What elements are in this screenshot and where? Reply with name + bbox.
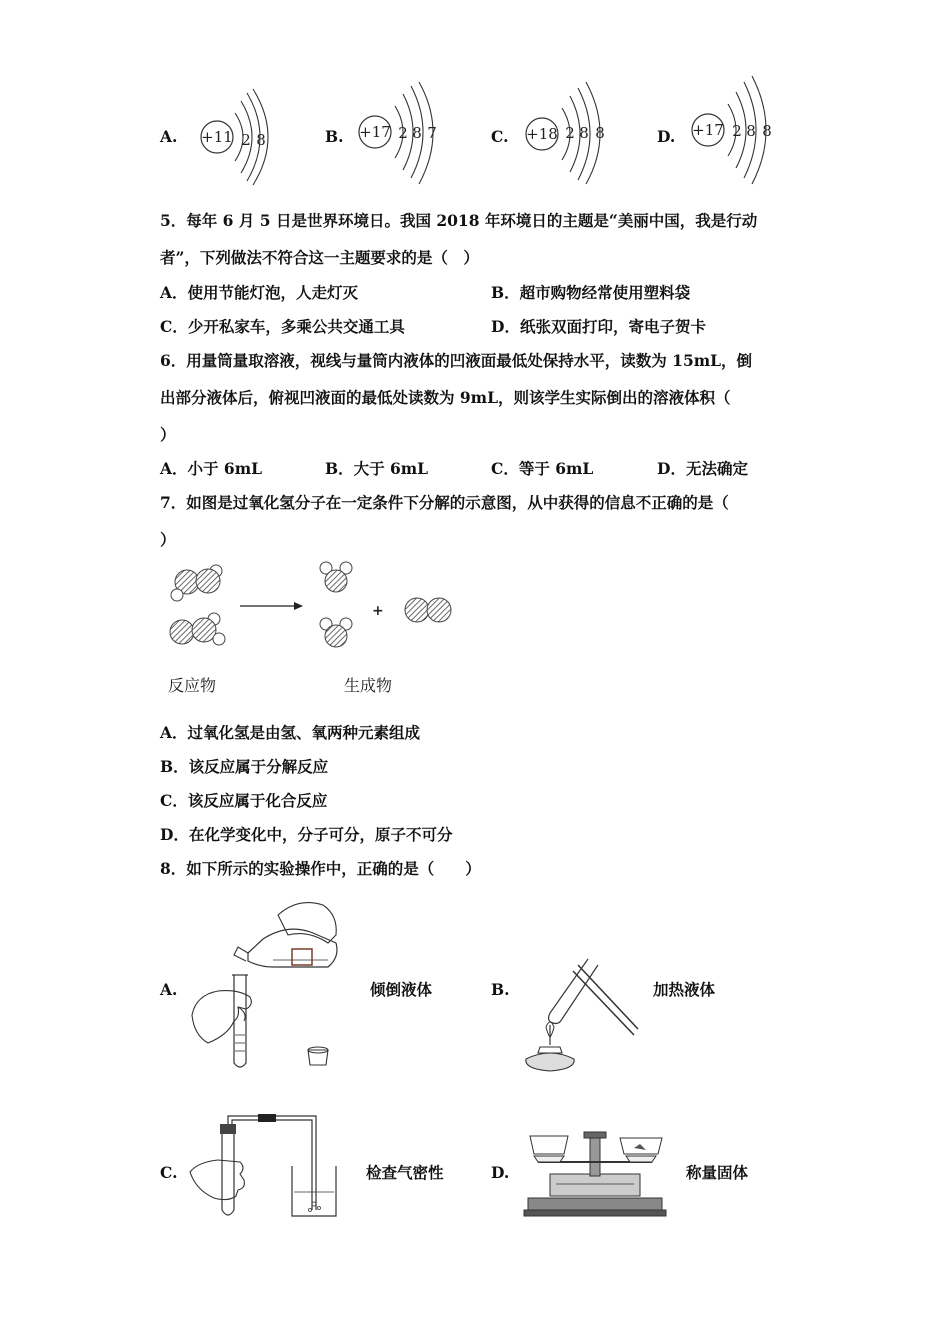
h2o2-molecule	[171, 565, 222, 601]
shell-electrons: 8	[256, 131, 266, 149]
q8-option-b-letter[interactable]: B.	[491, 980, 510, 999]
nucleus-charge: +17	[692, 121, 724, 139]
atom-diagram-d	[690, 74, 800, 184]
q5-option-d[interactable]: D．纸张双面打印，寄电子贺卡	[491, 317, 706, 336]
weighing-balance-illustration	[520, 1128, 670, 1220]
option-b-letter: B.	[325, 127, 344, 146]
shell-electrons: 2	[398, 124, 408, 142]
plus-sign: +	[372, 603, 384, 619]
q6-stem-line2: 出部分液体后，俯视凹液面的最低处读数为 9mL，则该学生实际倒出的溶液体积（	[160, 388, 731, 407]
q6-stem-line3: ）	[160, 425, 176, 444]
q6-option-c[interactable]: C．等于 6mL	[491, 459, 594, 478]
shell-electrons: 8	[595, 124, 605, 142]
oxygen-molecule	[405, 598, 451, 622]
q5-stem-line2: 者”，下列做法不符合这一主题要求的是（ ）	[160, 248, 479, 267]
q8-caption-b: 加热液体	[653, 980, 716, 999]
q8-option-a-letter[interactable]: A.	[160, 980, 178, 999]
q7-option-b[interactable]: B．该反应属于分解反应	[160, 757, 329, 776]
q6-stem-line1: 6．用量筒量取溶液，视线与量筒内液体的凹液面最低处保持水平，读数为 15mL，倒	[160, 351, 753, 370]
q6-option-a[interactable]: A．小于 6mL	[160, 459, 263, 478]
shell-electrons: 8	[579, 124, 589, 142]
q7-stem-line2: ）	[160, 530, 176, 549]
reactant-label: 反应物	[168, 676, 217, 695]
q6-option-b[interactable]: B．大于 6mL	[325, 459, 429, 478]
q8-stem: 8．如下所示的实验操作中，正确的是（ ）	[160, 859, 481, 878]
q7-option-c[interactable]: C．该反应属于化合反应	[160, 791, 328, 810]
q8-caption-c: 检查气密性	[366, 1163, 444, 1182]
q7-option-d[interactable]: D．在化学变化中，分子可分，原子不可分	[160, 825, 453, 844]
q8-option-c-letter[interactable]: C.	[160, 1163, 178, 1182]
atom-diagram-b	[355, 80, 465, 185]
atom-diagram-a	[195, 85, 305, 185]
h2o2-molecule	[170, 613, 225, 645]
shell-electrons: 8	[762, 122, 772, 140]
q5-option-b[interactable]: B．超市购物经常使用塑料袋	[491, 283, 691, 302]
atom-diagram-c	[522, 80, 632, 185]
q5-stem-line1: 5．每年 6 月 5 日是世界环境日。我国 2018 年环境日的主题是“美丽中国，我是行动	[160, 211, 758, 230]
shell-electrons: 8	[746, 122, 756, 140]
nucleus-charge: +17	[359, 123, 391, 141]
shell-electrons: 7	[427, 124, 437, 142]
pouring-liquid-illustration	[188, 895, 358, 1075]
q7-stem-line1: 7．如图是过氧化氢分子在一定条件下分解的示意图，从中获得的信息不正确的是（	[160, 493, 729, 512]
water-molecule	[320, 562, 352, 592]
shell-electrons: 8	[412, 124, 422, 142]
option-d-letter: D.	[657, 127, 676, 146]
nucleus-charge: +18	[526, 125, 558, 143]
q5-option-a[interactable]: A．使用节能灯泡，人走灯灭	[160, 283, 359, 302]
q8-caption-a: 倾倒液体	[370, 980, 433, 999]
option-a-letter: A.	[160, 127, 178, 146]
water-molecule	[320, 618, 352, 647]
bottle-label	[292, 949, 312, 965]
option-c-letter: C.	[491, 127, 509, 146]
heating-liquid-illustration	[518, 955, 648, 1075]
q6-option-d[interactable]: D．无法确定	[657, 459, 748, 478]
product-label: 生成物	[344, 676, 393, 695]
shell-electrons: 2	[241, 131, 251, 149]
shell-electrons: 2	[565, 124, 575, 142]
shell-electrons: 2	[732, 122, 742, 140]
q7-option-a[interactable]: A．过氧化氢是由氢、氧两种元素组成	[160, 723, 421, 742]
q8-option-d-letter[interactable]: D.	[491, 1163, 510, 1182]
q5-option-c[interactable]: C．少开私家车，多乘公共交通工具	[160, 317, 405, 336]
airtightness-check-illustration	[188, 1110, 338, 1225]
h2o2-decomposition-diagram	[160, 560, 470, 660]
nucleus-charge: +11	[201, 128, 233, 146]
q8-caption-d: 称量固体	[686, 1163, 749, 1182]
